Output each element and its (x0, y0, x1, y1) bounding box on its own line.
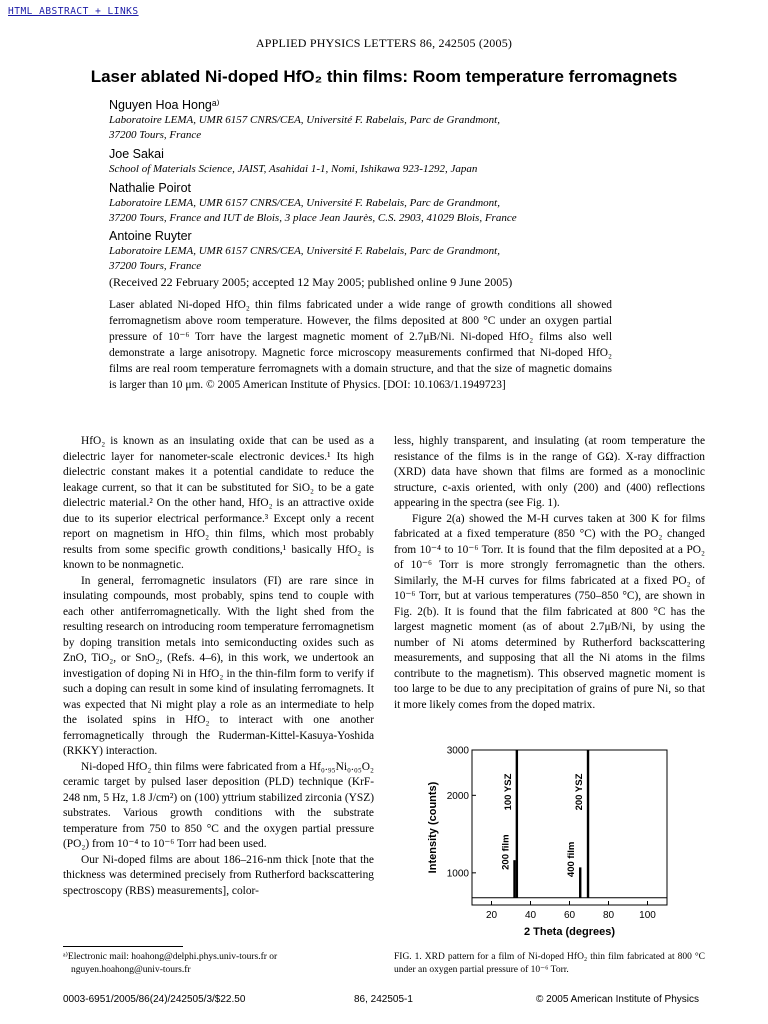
author-affiliation: School of Materials Science, JAIST, Asahidai 1-1, Nomi, Ishikawa 923-1292, Japan (109, 163, 478, 175)
peak-label: 200 film (500, 834, 512, 870)
x-tick-label: 20 (485, 910, 498, 921)
author-4 (109, 228, 709, 274)
author-3 (109, 180, 709, 226)
xrd-chart (420, 742, 680, 942)
spectrum-peak (579, 867, 581, 897)
footnote (63, 951, 374, 976)
author-affiliation: 37200 Tours, France and IUT de Blois, 3 place Jean Jaurès, C.S. 2903, 41029 Blois, France (109, 212, 517, 224)
author-affiliation: Laboratoire LEMA, UMR 6157 CNRS/CEA, Université F. Rabelais, Parc de Grandmont, (109, 114, 500, 126)
paragraph: HfO₂ is known as an insulating oxide that can be used as a dielectric layer for nanometer-scale electronic devices.¹ Its high dielectric constant makes it a potential candidate to reduce the leakage current, so that it can be substituted for SiO₂ to be a gate dielectric material.² On the other hand, HfO₂ is an attractive oxide due to its superior electrical performance.³ Except only a recent report on magnetism in HfO₂ thin films, which most probably results from some specific growth conditions,¹ basically HfO₂ is known to be nonmagnetic. (63, 435, 374, 571)
author-affiliation: Laboratoire LEMA, UMR 6157 CNRS/CEA, Université F. Rabelais, Parc de Grandmont, (109, 197, 500, 209)
paper-title: Laser ablated Ni-doped HfO₂ thin films: Room temperature ferromagnets (90, 67, 678, 86)
author-2 (109, 146, 709, 177)
x-axis-label: 2 Theta (degrees) (523, 926, 616, 938)
y-tick-label: 2000 (446, 790, 469, 802)
author-name: Nguyen Hoa Hongᵃ⁾ (109, 98, 220, 112)
peak-label: 400 film (566, 841, 578, 878)
x-tick-label: 40 (524, 910, 537, 921)
paragraph: In general, ferromagnetic insulators (FI) are rare since in insulating compounds, most probably, spins tend to couple with each other antiferromagnetically. With the light shed from the resulting research on introducing room temperature ferromagnetism by doping transition metals into semiconducting oxides such as ZnO, TiO₂, or SnO₂, (Refs. 4–6), in this work, we undertook an investigation of doping Ni in HfO₂ in the thin-film form to verify if such a doping can result in some kind of insulating ferromagnets. It was expected that Ni might play a role as an intermediate to help the isolated spins in HfO₂ to interact with one another ferromagnetically through the Ruderman-Kittel-Kasuya-Yoshida (RKKY) interaction. (63, 574, 374, 757)
author-affiliation: 37200 Tours, France (109, 129, 202, 141)
footer-issn: 0003-6951/2005/86(24)/242505/3/$22.50 (63, 994, 246, 1005)
received-dates: (Received 22 February 2005; accepted 12 May 2005; published online 9 June 2005) (109, 275, 513, 289)
spectrum-peak (587, 750, 589, 898)
x-tick-label: 60 (563, 910, 576, 921)
peak-label: 100 YSZ (502, 773, 514, 811)
footer-page: 86, 242505-1 (354, 994, 413, 1005)
y-tick-label: 1000 (446, 868, 469, 880)
footnote-line: ᵃ⁾Electronic mail: hoahong@delphi.phys.univ-tours.fr or (63, 952, 278, 962)
body-column-right (394, 434, 705, 713)
footnote-rule (63, 946, 183, 947)
spectrum-peak (516, 750, 518, 898)
author-affiliation: Laboratoire LEMA, UMR 6157 CNRS/CEA, Université F. Rabelais, Parc de Grandmont, (109, 245, 500, 257)
author-name: Nathalie Poirot (109, 181, 191, 195)
spectrum-peak (513, 860, 515, 898)
figure-1 (420, 742, 680, 947)
x-tick-label: 80 (602, 910, 615, 921)
journal-header: APPLIED PHYSICS LETTERS 86, 242505 (2005) (255, 36, 513, 50)
chart-axes (472, 750, 667, 905)
y-axis-label: Intensity (counts) (427, 781, 439, 874)
html-abstract-links[interactable]: HTML ABSTRACT + LINKS (8, 6, 139, 17)
abstract: Laser ablated Ni-doped HfO₂ thin films fabricated under a wide range of growth conditions all showed ferromagnetism above room temperature. However, the films deposited at 800 °C under an oxygen partial pressure of 10⁻⁶ Torr have the largest magnetic moment of 2.7μB/Ni. Ni-doped HfO₂ films also well demonstrate a large anisotropy. Magnetic force microscopy measurements confirmed that Ni-doped HfO₂ films are real room temperature ferromagnets with a domain structure, and that the size of magnetic domains is larger than 10 μm. © 2005 American Institute of Physics. [DOI: 10.1063/1.1949723] (109, 299, 612, 391)
body-column-left (63, 434, 374, 899)
paragraph: Figure 2(a) showed the M-H curves taken at 300 K for films fabricated at a fixed temperature (850 °C) with the PO₂ changed from 10⁻⁴ to 10⁻⁶ Torr. It is found that the film deposited at a PO₂ of 10⁻⁶ Torr is more strongly ferromagnetic than the others. Similarly, the M-H curves for films fabricated at a fixed PO₂ of 10⁻⁶ Torr, but at various temperatures (750–850 °C), are shown in Fig. 2(b). It is found that the film fabricated at 800 °C has the largest magnetic moment (as of about 2.7μB/Ni, by using the number of Ni atoms determined by Rutherford backscattering measurements, and supposing that all the Ni atoms in the films contribute to the magnetism). This observed magnetic moment is too large to be due to any precipitation of grains of pure Ni, so that it more likely comes from the doped matrix. (394, 512, 705, 711)
plot-frame (472, 750, 667, 905)
footnote-line: nguyen.hoahong@univ-tours.fr (71, 964, 191, 975)
author-name: Joe Sakai (109, 147, 164, 161)
paragraph: Ni-doped HfO₂ thin films were fabricated from a Hf₀.₉₅Ni₀.₀₅O₂ ceramic target by pulsed laser deposition (PLD) technique (KrF-248 nm, 5 Hz, 1.8 J/cm²) on (100) yttrium stabilized zirconia (YSZ) substrates. Various growth conditions with the substrate temperature from 750 to 850 °C and the oxygen partial pressure (PO₂) from 10⁻⁴ to 10⁻⁶ Torr had been used. (63, 760, 374, 850)
author-1 (109, 97, 709, 143)
x-tick-label: 100 (639, 910, 656, 921)
figure-caption: FIG. 1. XRD pattern for a film of Ni-doped HfO₂ thin film fabricated at 800 °C under an oxygen partial pressure of 10⁻⁶ Torr. (394, 952, 705, 975)
y-tick-label: 3000 (446, 745, 469, 757)
footer-copyright: © 2005 American Institute of Physics (536, 994, 700, 1005)
paragraph: less, highly transparent, and insulating (at room temperature the resistance of the films is in the range of GΩ). X-ray diffraction (XRD) data have shown that films are formed as a monoclinic structure, c-axis oriented, with only (200) and (400) reflections appearing in the spectra (see Fig. 1). (394, 435, 705, 509)
author-name: Antoine Ruyter (109, 229, 192, 243)
peak-label: 200 YSZ (574, 773, 586, 811)
author-affiliation: 37200 Tours, France (109, 260, 202, 272)
paragraph: Our Ni-doped films are about 186–216-nm thick [note that the thickness was determined precisely from Rutherford backscattering spectroscopy (RBS) measurements], color- (63, 853, 374, 897)
